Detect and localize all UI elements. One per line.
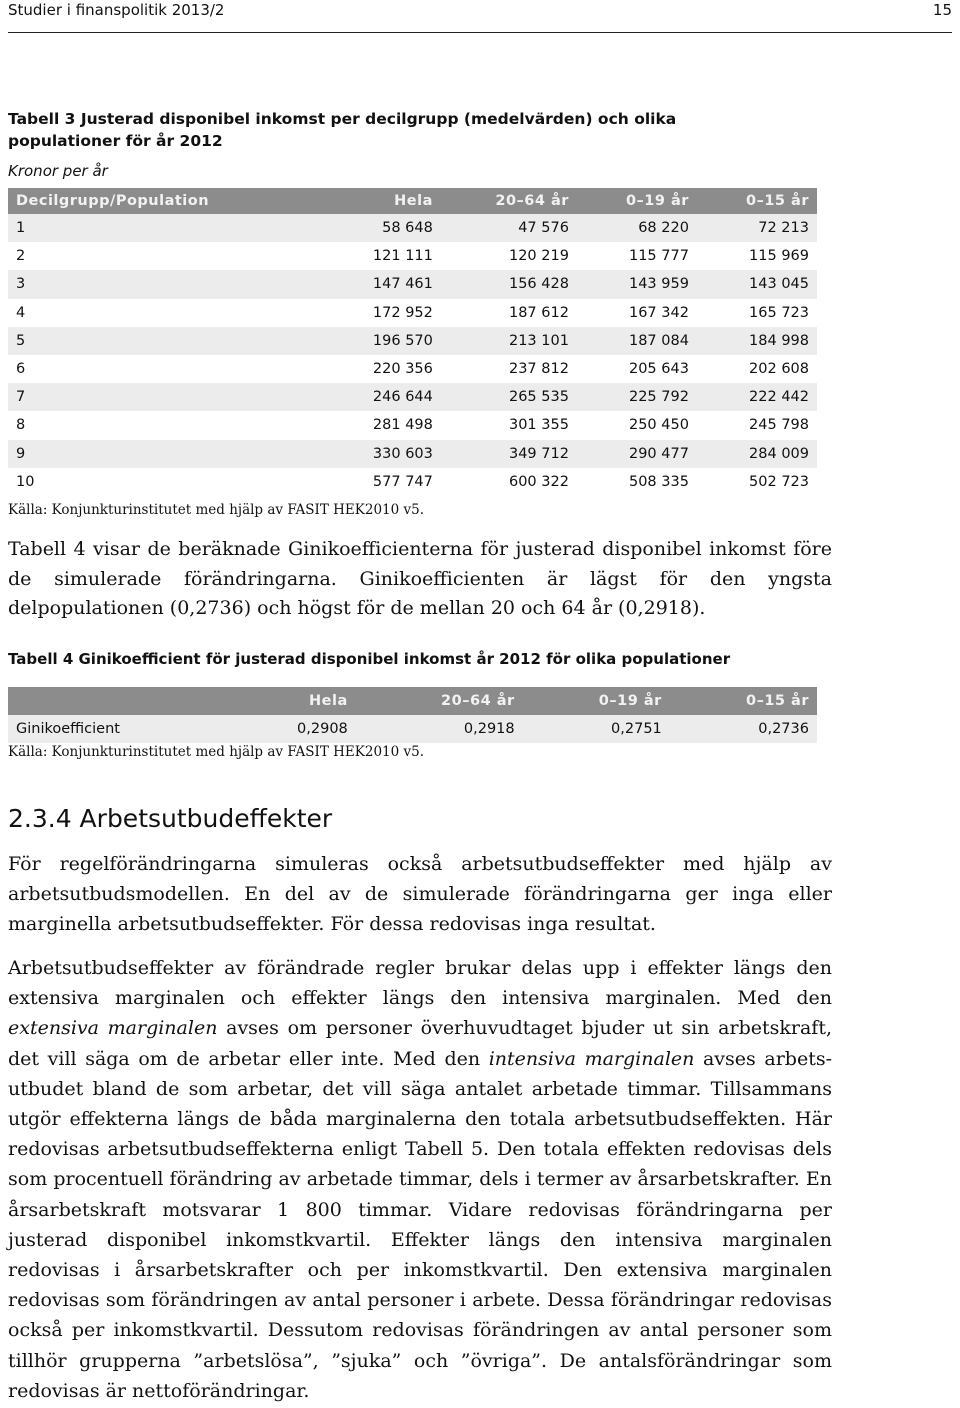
table-row: [8, 355, 817, 383]
column-header: [8, 687, 231, 715]
table4-source: Källa: Konjunkturinstitutet med hjälp av FASIT HEK2010 v5.: [8, 744, 425, 760]
table-cell: 58 648: [326, 214, 441, 242]
text-run: Arbetsutbudseffekter av förändrade regler brukar delas upp i effekter längs den extensiva marginalen och effekter längs den intensiva marginalen. Med den: [8, 957, 832, 1010]
table3-title: Tabell 3 Justerad disponibel inkomst per decilgrupp (medelvärden) och olika populationer för år 2012: [8, 110, 677, 150]
table-cell: 72 213: [697, 214, 817, 242]
table-cell: 600 322: [441, 468, 577, 496]
paragraph-labour-supply-intro: För regelförändringarna simuleras också arbetsutbudseffekter med hjälp av arbetsutbudsmodellen. En del av de simulerade förändringarna ger inga eller marginella arbetsutbudseffekter. För dessa redovisas inga resultat.: [8, 853, 832, 935]
column-header: Hela: [231, 687, 355, 715]
table-cell: 120 219: [441, 242, 577, 270]
table-row: [8, 468, 817, 496]
table-cell: 250 450: [577, 411, 697, 439]
table-cell: 196 570: [326, 327, 441, 355]
table-header-row: [8, 687, 817, 715]
table-cell: 9: [8, 440, 326, 468]
table-row: [8, 411, 817, 439]
paragraph-margins: [8, 953, 832, 1406]
column-header: 0–19 år: [523, 687, 670, 715]
table-header-row: [8, 188, 817, 214]
table-cell: 246 644: [326, 383, 441, 411]
table-cell: 225 792: [577, 383, 697, 411]
table4-title: Tabell 4 Ginikoefficient för justerad disponibel inkomst år 2012 för olika populationer: [8, 650, 731, 668]
table-row: [8, 327, 817, 355]
text-run: avses om personer överhuvudtaget bjuder ut sin arbetskraft, det vill säga om de arbetar eller inte. Med den: [8, 1017, 833, 1070]
table-row: [8, 242, 817, 270]
table-cell: 7: [8, 383, 326, 411]
table-row: [8, 440, 817, 468]
table-cell: 508 335: [577, 468, 697, 496]
table-cell: 265 535: [441, 383, 577, 411]
column-header: 0–15 år: [670, 687, 817, 715]
table-cell: 3: [8, 270, 326, 298]
table-cell: 222 442: [697, 383, 817, 411]
column-header: 0–19 år: [577, 188, 697, 214]
page-number: 15: [932, 1, 952, 19]
table-cell: 1: [8, 214, 326, 242]
table-cell: 143 959: [577, 270, 697, 298]
table-cell: 68 220: [577, 214, 697, 242]
table-cell: 330 603: [326, 440, 441, 468]
table-cell: 2: [8, 242, 326, 270]
table-cell: 172 952: [326, 299, 441, 327]
table3-unit: Kronor per år: [8, 162, 108, 180]
emphasis-extensive: extensiva marginalen: [8, 1017, 218, 1040]
table-row: [8, 270, 817, 298]
table-cell: 349 712: [441, 440, 577, 468]
table-cell: 0,2736: [670, 715, 817, 743]
table-cell: 165 723: [697, 299, 817, 327]
table-cell: 121 111: [326, 242, 441, 270]
header-divider: [8, 32, 952, 33]
income-decile-table: [8, 188, 817, 496]
table-cell: 47 576: [441, 214, 577, 242]
table-cell: 115 969: [697, 242, 817, 270]
table3-source: Källa: Konjunkturinstitutet med hjälp av FASIT HEK2010 v5.: [8, 502, 425, 518]
table-cell: 0,2908: [231, 715, 355, 743]
table-cell: 220 356: [326, 355, 441, 383]
text-run: avses arbetsutbudet bland de som arbetar, det vill säga antalet arbetade timmar. Tillsammans utgör effekterna längs de båda marginalerna den totala arbetsutbudseffekten. Här redovisas arbetsutbudseffekterna enligt Tabell 5. Den totala effekten redovisas dels som procentuell förändring av arbetade timmar, dels i termer av årsarbetskrafter. En årsarbetskraft motsvarar 1 800 timmar. Vidare redovisas förändringarna per justerad disponibel inkomstkvartil. Effekter längs den intensiva marginalen redovisas i årsarbetskrafter och per inkomstkvartil. Den extensiva marginalen redovisas som förändringen av antal personer i arbete. Dessa förändringar redovisas också per inkomstkvartil. Dessutom redovisas förändringen av antal personer som tillhör grupperna ”arbetslösa”, ”sjuka” och ”övriga”. De antalsförändringar som redovisas är nettoförändringar.: [8, 1047, 833, 1402]
table-cell: 0,2751: [523, 715, 670, 743]
table-cell: 281 498: [326, 411, 441, 439]
table-row: [8, 214, 817, 242]
table-cell: 187 084: [577, 327, 697, 355]
table-cell: 577 747: [326, 468, 441, 496]
table-cell: 5: [8, 327, 326, 355]
table-cell: 8: [8, 411, 326, 439]
table-cell: 213 101: [441, 327, 577, 355]
column-header: Decilgrupp/Population: [8, 188, 326, 214]
table-row: [8, 383, 817, 411]
table-cell: 187 612: [441, 299, 577, 327]
paragraph-gini-intro: Tabell 4 visar de beräknade Ginikoefficienterna för justerad disponibel inkomst före de simulerade förändringarna. Ginikoefficienten är lägst för den yngsta delpopulationen (0,2736) och högst för de mellan 20 och 64 år (0,2918).: [8, 538, 832, 619]
running-header: [8, 0, 952, 20]
table-cell: 237 812: [441, 355, 577, 383]
table-cell: 184 998: [697, 327, 817, 355]
table-cell: 10: [8, 468, 326, 496]
table-cell: 167 342: [577, 299, 697, 327]
section-heading: 2.3.4 Arbetsutbudeffekter: [8, 804, 333, 833]
table-row: [8, 299, 817, 327]
table-cell: Ginikoefficient: [8, 715, 231, 743]
column-header: 0–15 år: [697, 188, 817, 214]
table-cell: 301 355: [441, 411, 577, 439]
running-title: Studier i finanspolitik 2013/2: [8, 1, 225, 19]
table-cell: 202 608: [697, 355, 817, 383]
table-row: [8, 715, 817, 743]
table-cell: 245 798: [697, 411, 817, 439]
table-cell: 284 009: [697, 440, 817, 468]
table-cell: 502 723: [697, 468, 817, 496]
table-cell: 290 477: [577, 440, 697, 468]
table-cell: 115 777: [577, 242, 697, 270]
emphasis-intensive: intensiva marginalen: [488, 1047, 695, 1070]
table-cell: 4: [8, 299, 326, 327]
column-header: 20–64 år: [441, 188, 577, 214]
gini-table: [8, 687, 817, 743]
table-cell: 147 461: [326, 270, 441, 298]
table-cell: 6: [8, 355, 326, 383]
column-header: Hela: [326, 188, 441, 214]
table-cell: 156 428: [441, 270, 577, 298]
column-header: 20–64 år: [356, 687, 523, 715]
table-cell: 205 643: [577, 355, 697, 383]
table-cell: 0,2918: [356, 715, 523, 743]
table-cell: 143 045: [697, 270, 817, 298]
